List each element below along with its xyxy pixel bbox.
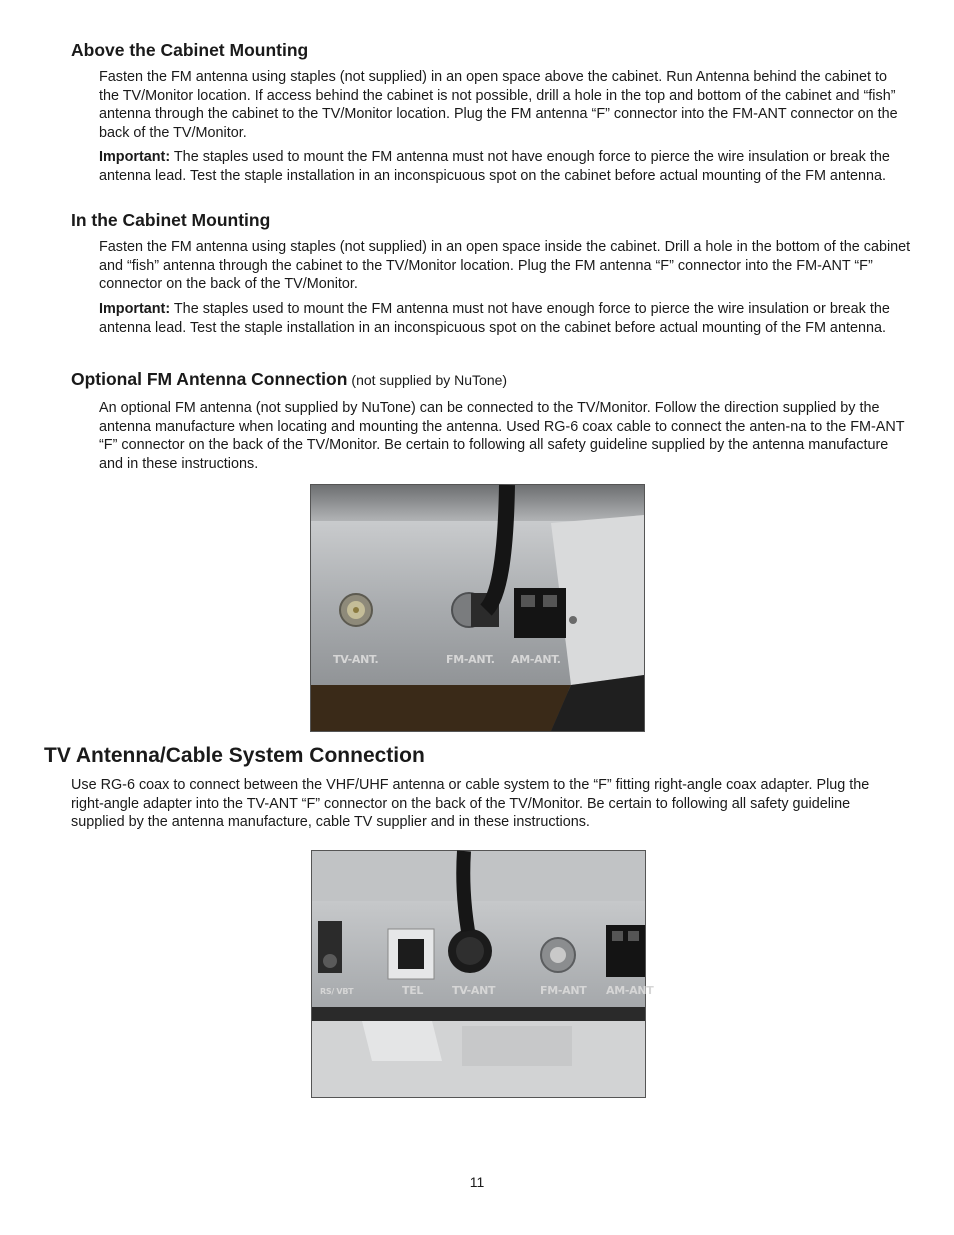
photo-tv-antenna-connection [311, 850, 654, 1098]
important-text: The staples used to mount the FM antenna must not have enough force to pierce the wire insulation or break the antenna lead. Test the staple installation in an inconspicuous spot on the cabinet before actual mounting of the FM antenna. [99, 301, 890, 336]
photo-fm-antenna-connection [310, 484, 645, 732]
important-label: Important: [99, 149, 171, 165]
heading-tv-antenna: TV Antenna/Cable System Connection [44, 744, 425, 767]
important-note-in-cabinet [99, 300, 911, 337]
heading-in-cabinet: In the Cabinet Mounting [71, 210, 271, 230]
label-tel: TEL [402, 984, 424, 997]
label-fm-ant-2: FM-ANT [540, 984, 587, 997]
label-tv-ant-2: TV-ANT [452, 984, 496, 997]
paragraph-optional-fm: An optional FM antenna (not supplied by NuTone) can be connected to the TV/Monitor. Follow the direction supplied by the antenna manufacture when locating and mounting the antenna. Used RG-6 coax cable to connect the anten-na to the FM-ANT “F” connector on the back of the TV/Monitor. Be certain to following all safety guideline supplied by the antenna manufacture and in these instructions. [99, 400, 905, 472]
paragraph-in-cabinet: Fasten the FM antenna using staples (not supplied) in an open space inside the cabinet. Drill a hole in the bottom of the cabinet and “fish” antenna through the cabinet to the TV/Monitor location. Plug the FM antenna “F” connector into the FM-ANT “F” connector on the back of the TV/Monitor. [99, 239, 911, 293]
label-rs-vbt: RS/ VBT [320, 987, 354, 996]
label-am-ant: AM-ANT. [511, 653, 561, 666]
heading-optional-fm-title: Optional FM Antenna Connection [71, 369, 348, 389]
heading-optional-fm [71, 369, 507, 390]
label-fm-ant: FM-ANT. [446, 653, 495, 666]
heading-optional-fm-note: (not supplied by NuTone) [351, 372, 508, 388]
label-tv-ant: TV-ANT. [333, 653, 379, 666]
paragraph-tv-antenna: Use RG-6 coax to connect between the VHF/UHF antenna or cable system to the “F” fitting right-angle coax adapter. Plug the right-angle adapter into the TV-ANT “F” connector on the back of the TV/Monitor. Be certain to following all safety guideline supplied by the antenna manufacture, cable TV supplier and in these instructions. [71, 777, 870, 831]
heading-above-cabinet: Above the Cabinet Mounting [71, 40, 309, 60]
page-number: 11 [469, 1174, 485, 1190]
important-note-above-cabinet [99, 148, 911, 185]
important-label: Important: [99, 301, 171, 317]
label-am-ant-2: AM-ANT [606, 984, 654, 997]
paragraph-above-cabinet: Fasten the FM antenna using staples (not supplied) in an open space above the cabinet. Run Antenna behind the cabinet to the TV/Monitor location. If access behind the cabinet is not possible, drill a hole in the top and bottom of the cabinet and “fish” antenna through the cabinet to the TV/Monitor location. Plug the FM antenna “F” connector into the FM-ANT connector on the back of the TV/Monitor. [99, 69, 898, 141]
important-text: The staples used to mount the FM antenna must not have enough force to pierce the wire insulation or break the antenna lead. Test the staple installation in an inconspicuous spot on the cabinet before actual mounting of the FM antenna. [99, 149, 890, 184]
